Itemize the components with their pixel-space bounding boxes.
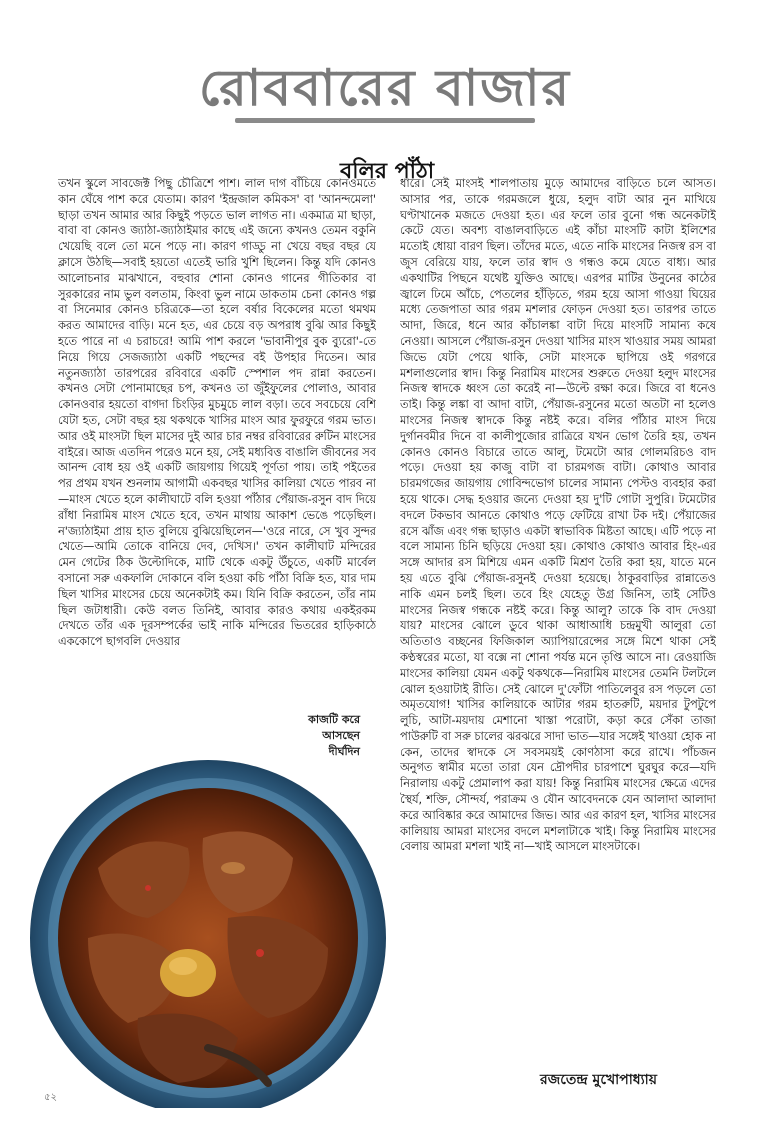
article-text-left: তখন স্কুলে সাবজেক্ট পিছু চৌত্রিশে পাশ। লাল দাগ বাঁচিয়ে কোনওমতে কান ঘেঁষে পাশ করে যেতাম। কারণ 'ইন্দ্রজাল কমিকস' বা 'আনন্দমেলা' ছাড়া তখন আমার আর কিছুই পড়তে ভাল লাগত না। একমাত্র মা ছাড়া, বাবা বা কোনও জ্যাঠা-জ্যাঠাইমার কাছে এই জন্যে কখনও তেমন বকুনি খেয়েছি বলে তো মনে পড়ে না। কারণ গাড্ডু না খেয়ে বছর বছর যে ক্লাসে উঠছি—সবাই হয়তো এতেই ভারি খুশি ছিলেন। কিন্তু যদি কোনও আলোচনার মাঝখানে, বহুবার শোনা কোনও গানের গীতিকার বা সুরকারের নাম ভুল বলতাম, কিংবা ভুল নামে ডাকতাম চেনা কোনও গল্প বা সিনেমার কোনও চরিত্রকে—তা হলে বর্ষার বিকেলের মতো থমথম করত আমাদের বাড়ি। মনে হত, এর চেয়ে বড় অপরাধ বুঝি আর কিছুই হতে পারে না এ চরাচরে! আমি পাশ করলে 'ভাবানীপুর বুক ব্যুরো'-তে নিয়ে গিয়ে সেজজ্যাঠা একটি পছন্দের বই উপহার দিতেন। আর নতুনজ্যাঠা তারপরের রবিবারে একটি স্পেশাল পদ রান্না করতেন। কখনও সেটা পোনামাছের চপ, কখনও তা জুঁইফুলের পোলাও, আবার কোনওবার হয়তো বাগদা চিংড়ির মুচমুচে লাল বড়া। তবে সবচেয়ে বেশি যেটা হত, সেটা বছর হয় থকথকে খাসির মাংস আর ফুরফুরে গরম ভাত। আর ওই মাংসটা ছিল মাসের দুই আর চার নম্বর রবিবারের রুটিন মাংসের বাইরে। আজ এতদিন পরেও মনে হয়, সেই মধ্যবিত্ত বাঙালি জীবনের সব আনন্দ বোধ হয় ওই একটি জায়গায় গিয়েই পূর্ণতা পায়। তাই পইতের পর প্রথম যখন শুনলাম আগামী একবছর খাসির কালিয়া খেতে পারব না—মাংস খেতে হলে কালীঘাটে বলি হওয়া পাঁঠার পেঁয়াজ-রসুন বাদ দিয়ে রাঁধা নিরামিষ মাংস খেতে হবে, তখন মাথায় আকাশ ভেঙে পড়েছিল। ন'জ্যাঠাইমা প্রায় হাত বুলিয়ে বুঝিয়েছিলেন—'ওরে নারে, সে খুব সুন্দর খেতে—আমি তোকে বানিয়ে দেব, দেখিস।' তখন কালীঘাট মন্দিরের মেন গেটের ঠিক উল্টোদিকে, মাটি থেকে একটু উঁচুতে, একটি মার্বেল বসানো সরু একফালি দোকানে বলি হওয়া কচি পাঁঠা বিক্রি হত, যার দাম ছিল খাসির মাংসের চেয়ে অনেকটাই কম। যিনি বিক্রি করতেন, তাঁর নাম ছিল জটাধারী। কেউ বলত তিনিই, আবার কারও কথায় একইরকম দেখতে তাঁর এক দূরসম্পর্কের ভাই নাকি মন্দিরের ভিতরের হাড়িকাঠে এককোপে ছাগবলি দেওয়ার xyxy=(58,177,376,649)
caption-line: দীর্ঘদিন xyxy=(328,745,360,758)
article-text-right: ধারে। সেই মাংসই শালপাতায় মুড়ে আমাদের বাড়িতে চলে আসত। আসার পর, তাকে গরমজলে ধুয়ে, হলুদ বাটা আর নুন মাখিয়ে ঘণ্টাখানেক মজতে দেওয়া হত। এর ফলে তার বুনো গন্ধ অনেকটাই কেটে যেত। অবশ্য বাঙালবাড়িতে এই কাঁচা মাংসটি কাটা ইলিশের মতোই ধোয়া বারণ ছিল। তাঁদের মতে, এতে নাকি মাংসের নিজস্ব রস বা জুস বেরিয়ে যায়, ফলে তার স্বাদ ও গন্ধও কমে যেতে বাধ্য। আর একথাটির পিছনে যথেষ্ট যুক্তিও আছে। এরপর মাটির উনুনের কাঠের জ্বালে ঢিমে আঁচে, পেতলের হাঁড়িতে, গরম হয়ে আসা গাওয়া ঘিয়ের মধ্যে তেজপাতা আর গরম মশলার ফোড়ন দেওয়া হত। তারপর তাতে আদা, জিরে, ধনে আর কাঁচালঙ্কা বাটা দিয়ে মাংসটি সামান্য কষে নেওয়া। আসলে পেঁয়াজ-রসুন দেওয়া খাসির মাংস খাওয়ার সময় আমরা জিভে যেটা পেয়ে থাকি, সেটা মাংসকে ছাপিয়ে ওই গরগরে মশলাগুলোর স্বাদ। কিন্তু নিরামিষ মাংসের শুরুতে দেওয়া হলুদ মাংসের নিজস্ব স্বাদকে ধ্বংস তো করেই না—উল্টে রক্ষা করে। জিরে বা ধনেও তাই। কিন্তু লঙ্কা বা আদা বাটা, পেঁয়াজ-রসুনের মতো অতটা না হলেও মাংসের নিজস্ব স্বাদকে কিন্তু নষ্টই করে। বলির পাঁঠার মাংস দিয়ে দুর্গানবমীর দিনে বা কালীপুজোর রাত্রিরে যখন ভোগ তৈরি হয়, তখন কোনও কোনও বিচারে তাতে আলু, টমেটো আর গোলমরিচও বাদ পড়ে। দেওয়া হয় কাজু বাটা বা চারমগজ বাটা। কোথাও আবার চারমগজের জায়গায় গোবিন্দভোগ চালের সামান্য পেস্টও ব্যবহার করা হয়ে থাকে। সেদ্ধ হওয়ার জন্যে দেওয়া হয় দু'টি গোটা সুপুরি। টমেটোর বদলে টকভাব আনতে কোথাও পড়ে ফেটিয়ে রাখা টক দই। পেঁয়াজের রসে ঝাঁজ এবং গন্ধ ছাড়াও একটা স্বাভাবিক মিষ্টতা আছে। এটি পড়ে না বলে সামান্য চিনি ছড়িয়ে দেওয়া হয়। কোথাও কোথাও আবার হিং-এর সঙ্গে আদার রস মিশিয়ে এমন একটি মিশ্রণ তৈরি করা হয়, যাতে মনে হয় এতে বুঝি পেঁয়াজ-রসুনই দেওয়া হয়েছে। ঠাকুরবাড়ির রান্নাতেও নাকি এমন চলই ছিল। তবে হিং যেহেতু উগ্র জিনিস, তাই সেটিও মাংসের নিজস্ব গন্ধকে নষ্টই করে। কিন্তু আলু? তাকে কি বাদ দেওয়া যায়? মাংসের ঝোলে ডুবে থাকা আধাআধি চন্দ্রমুখী আলুরা তো অতিতাও বচ্ছনের ফিজিকাল অ্যাপিয়ারেন্সের সঙ্গে মিশে থাকা সেই কণ্ঠস্বরের মতো, যা বক্সে না শোনা পর্যন্ত মনে তৃপ্তি আসে না। রেওয়াজি মাংসের কালিয়া যেমন একটু থকথকে—নিরামিষ মাংসের তেমনি টলটলে ঝোল হওয়াটাই রীতি। সেই ঝোলে দু'ফোঁটা পাতিলেবুর রস পড়লে তো অমৃতযোগ! খাসির কালিয়াকে আটার গরম হাতরুটি, ময়দার টুপটুপে লুচি, আটা-ময়দায় মেশানো খাস্তা পরোটা, কড়া করে সেঁকা তাজা পাউরুটি বা সরু চালের ঝরঝরে সাদা ভাত—যার সঙ্গেই খাওয়া হোক না কেন, তাদের স্বাদকে সে সবসময়ই কোণঠাসা করে রাখে। পাঁচজন অনুগত স্বামীর মতো তারা যেন দ্রৌপদীর চারপাশে ঘুরঘুর করে—যদি নিরালায় একটু প্রেমালাপ করা যায়! কিন্তু নিরামিষ মাংসের ক্ষেত্রে এদের স্থৈর্য, শক্তি, সৌন্দর্য, পরাক্রম ও যৌন আবেদনকে যেন আলাদা আলাদা করে আবিষ্কার করে আমাদের জিভ। আর এর কারণ হল, খাসির মাংসের কালিয়ায় আমরা মাংসের বদলে মশলাটাকে খাই। কিন্তু নিরামিষ মাংসের বেলায় আমরা মশলা খাই না—খাই আসলে মাংসটাকে। xyxy=(400,177,716,854)
masthead-underline xyxy=(235,118,535,123)
chili-fleck xyxy=(256,949,264,957)
caption-line: আসছেন xyxy=(322,729,360,742)
article-column-left xyxy=(58,176,376,706)
caption-line: কাজটি করে xyxy=(308,713,360,726)
article-subtitle: বলির পাঁঠা xyxy=(340,158,435,184)
masthead-title: রোববারের বাজার xyxy=(198,58,571,117)
chili-fleck xyxy=(145,885,151,891)
page-number: ৫২ xyxy=(44,1092,57,1103)
author-byline: রজতেন্দ্র মুখোপাধ্যায় xyxy=(540,1072,657,1088)
curry-bowl-illustration xyxy=(28,748,388,1108)
masthead xyxy=(0,52,770,124)
mutton-curry-photo xyxy=(28,748,388,1108)
article-column-right xyxy=(400,176,716,1076)
